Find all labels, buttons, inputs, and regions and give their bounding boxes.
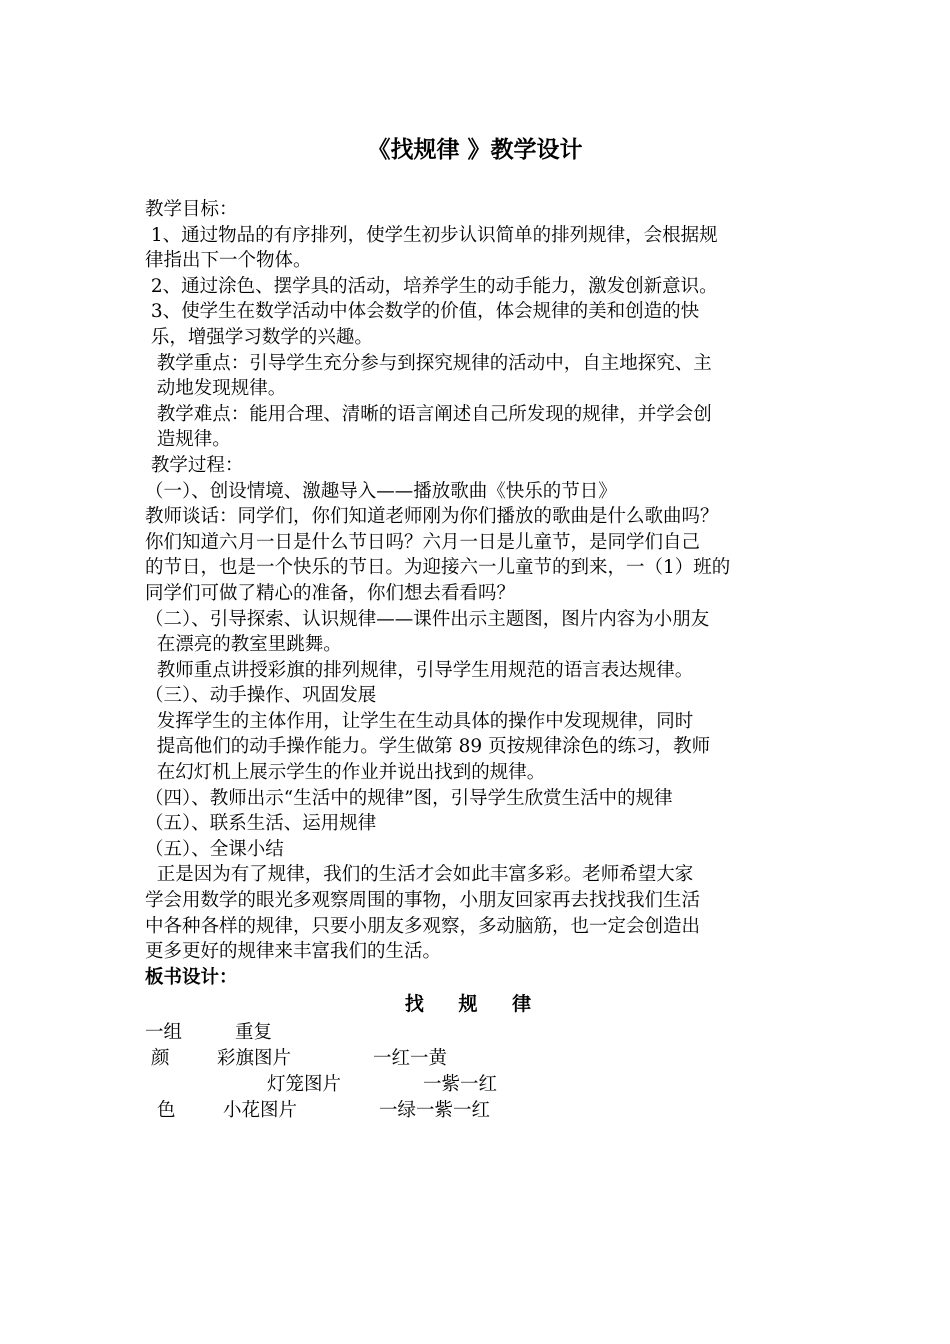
- text-line: 你们知道六月一日是什么节日吗？六月一日是儿童节，是同学们自己: [145, 531, 701, 553]
- board-color-label-2: 色: [157, 1100, 176, 1121]
- board-title: 找 规 律: [404, 993, 546, 1015]
- text-line: 动地发现规律。: [145, 378, 287, 400]
- board-flag-picture: 彩旗图片: [217, 1048, 292, 1069]
- text-line: （四）、教师出示“生活中的规律”图，引导学生欣赏生活中的规律: [145, 787, 673, 809]
- document-body: [145, 197, 825, 990]
- text-line: 2、通过涂色、摆学具的活动，培养学生的动手能力，激发创新意识。: [145, 275, 718, 297]
- text-line: 3、使学生在数学活动中体会数学的价值，体会规律的美和创造的快: [145, 301, 700, 323]
- board-color-label-1: 颜: [151, 1048, 170, 1069]
- text-line: （五）、联系生活、运用规律: [145, 813, 377, 835]
- text-line: 教学难点：能用合理、清晰的语言阐述自己所发现的规律，并学会创: [145, 403, 712, 425]
- text-line: 学会用数学的眼光多观察周围的事物，小朋友回家再去找找我们生活: [145, 890, 701, 912]
- text-line: 更多更好的规律来丰富我们的生活。: [145, 941, 442, 963]
- text-line: （二）、引导探索、认识规律——课件出示主题图，图片内容为小朋友: [145, 608, 710, 630]
- text-line: 教师重点讲授彩旗的排列规律，引导学生用规范的语言表达规律。: [145, 659, 694, 681]
- text-line: 教学过程：: [145, 454, 244, 476]
- text-line: （五）、全课小结: [145, 838, 284, 860]
- text-line: 提高他们的动手操作能力。学生做第 89 页按规律涂色的练习，教师: [145, 736, 711, 758]
- text-line: 乐，增强学习数学的兴趣。: [145, 326, 373, 348]
- text-line: 教学目标：: [145, 199, 238, 220]
- board-flower-picture: 小花图片: [223, 1100, 298, 1121]
- text-line: 在幻灯机上展示学生的作业并说出找到的规律。: [145, 762, 546, 784]
- text-line: 同学们可做了精心的准备，你们想去看看吗？: [145, 582, 516, 604]
- board-lantern-picture: 灯笼图片: [267, 1074, 342, 1095]
- text-line: （一）、创设情境、激趣导入——播放歌曲《快乐的节日》: [145, 480, 617, 502]
- text-line: 教学重点：引导学生充分参与到探究规律的活动中，自主地探究、主: [145, 352, 712, 374]
- text-line: 在漂亮的教室里跳舞。: [145, 634, 342, 656]
- text-line: 律指出下一个物体。: [145, 250, 312, 272]
- text-line: 发挥学生的主体作用，让学生在生动具体的操作中发现规律，同时: [145, 710, 694, 732]
- text-line: （三）、动手操作、巩固发展: [145, 685, 377, 707]
- board-flag-rule: 一红一黄: [373, 1048, 448, 1069]
- board-group-label: 一组: [145, 1022, 183, 1043]
- text-line: 中各种各样的规律，只要小朋友多观察，多动脑筋，也一定会创造出: [145, 915, 701, 937]
- text-line: 板书设计：: [145, 966, 238, 988]
- document-title: 《找规律 》教学设计: [367, 136, 583, 163]
- text-line: 的节日，也是一个快乐的节日。为迎接六一儿童节的到来，一（1）班的: [145, 557, 731, 579]
- board-flower-rule: 一绿一紫一红: [379, 1100, 491, 1121]
- board-repeat-label: 重复: [235, 1022, 273, 1043]
- text-line: 1、通过物品的有序排列，使学生初步认识简单的排列规律，会根据规: [145, 224, 718, 246]
- text-line: 正是因为有了规律，我们的生活才会如此丰富多彩。老师希望大家: [145, 864, 694, 886]
- board-lantern-rule: 一紫一红: [423, 1074, 498, 1095]
- text-line: 造规律。: [145, 429, 231, 451]
- text-line: 教师谈话：同学们，你们知道老师刚为你们播放的歌曲是什么歌曲吗？: [145, 506, 719, 528]
